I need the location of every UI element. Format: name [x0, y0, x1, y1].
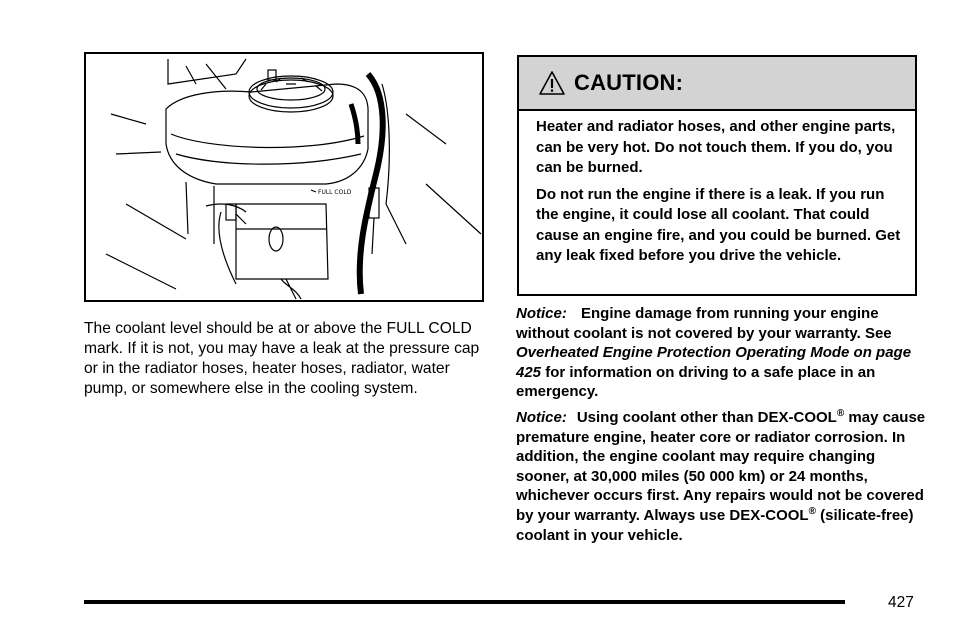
- svg-text:FULL COLD: FULL COLD: [318, 189, 352, 196]
- notices: [516, 304, 926, 551]
- notice-engine-damage: [516, 304, 926, 402]
- notice-coolant-type: [516, 408, 926, 545]
- registered-mark: ®: [836, 407, 845, 419]
- coolant-level-paragraph: The coolant level should be at or above the FULL COLD mark. If it is not, you may have a leak at the pressure cap or in the radiator hoses, heater hoses, radiator, water pump, or somewhere else in the cooling system.: [84, 320, 480, 397]
- notice-text: may cause premature engine, heater core or radiator corrosion. In addition, the engine coolant may require changing sooner, at 30,000 miles (50 000 km) or 24 months, whichever occurs first. Any repairs would not be covered by your warranty. Always use DEX-COOL: [516, 408, 926, 524]
- caution-paragraph-hot-parts: Heater and radiator hoses, and other engine parts, can be very hot. Do not touch them. If you do, you can be burned.: [536, 118, 896, 176]
- coolant-reservoir-illustration: [84, 52, 484, 302]
- warning-triangle-icon: [538, 70, 566, 96]
- caution-box: [517, 55, 917, 296]
- notice-text: Engine damage from running your engine without coolant is not covered by your warranty. See: [516, 305, 892, 342]
- caution-body: [519, 111, 915, 267]
- cross-reference: Overheated Engine Protection Operating Mode on page 425: [516, 344, 912, 381]
- page-number: 427: [888, 594, 914, 611]
- notice-label: Notice:: [516, 305, 567, 322]
- caution-header: [519, 57, 915, 111]
- caution-paragraph-leak: Do not run the engine if there is a leak. If you run the engine, it could lose all coolant. That could cause an engine fire, and you could be burned. Get any leak fixed before you drive the vehicle.: [536, 185, 901, 264]
- notice-label: Notice:: [516, 408, 567, 426]
- notice-text: (silicate-free) coolant in your vehicle.: [516, 506, 914, 544]
- notice-text: Using coolant other than DEX-COOL: [576, 408, 837, 426]
- engine-compartment-drawing: [86, 54, 482, 300]
- notice-text: for information on driving to a safe place in an emergency.: [516, 363, 876, 401]
- registered-mark: ®: [808, 505, 816, 517]
- caution-title: CAUTION:: [574, 70, 684, 95]
- footer-rule: [84, 600, 845, 604]
